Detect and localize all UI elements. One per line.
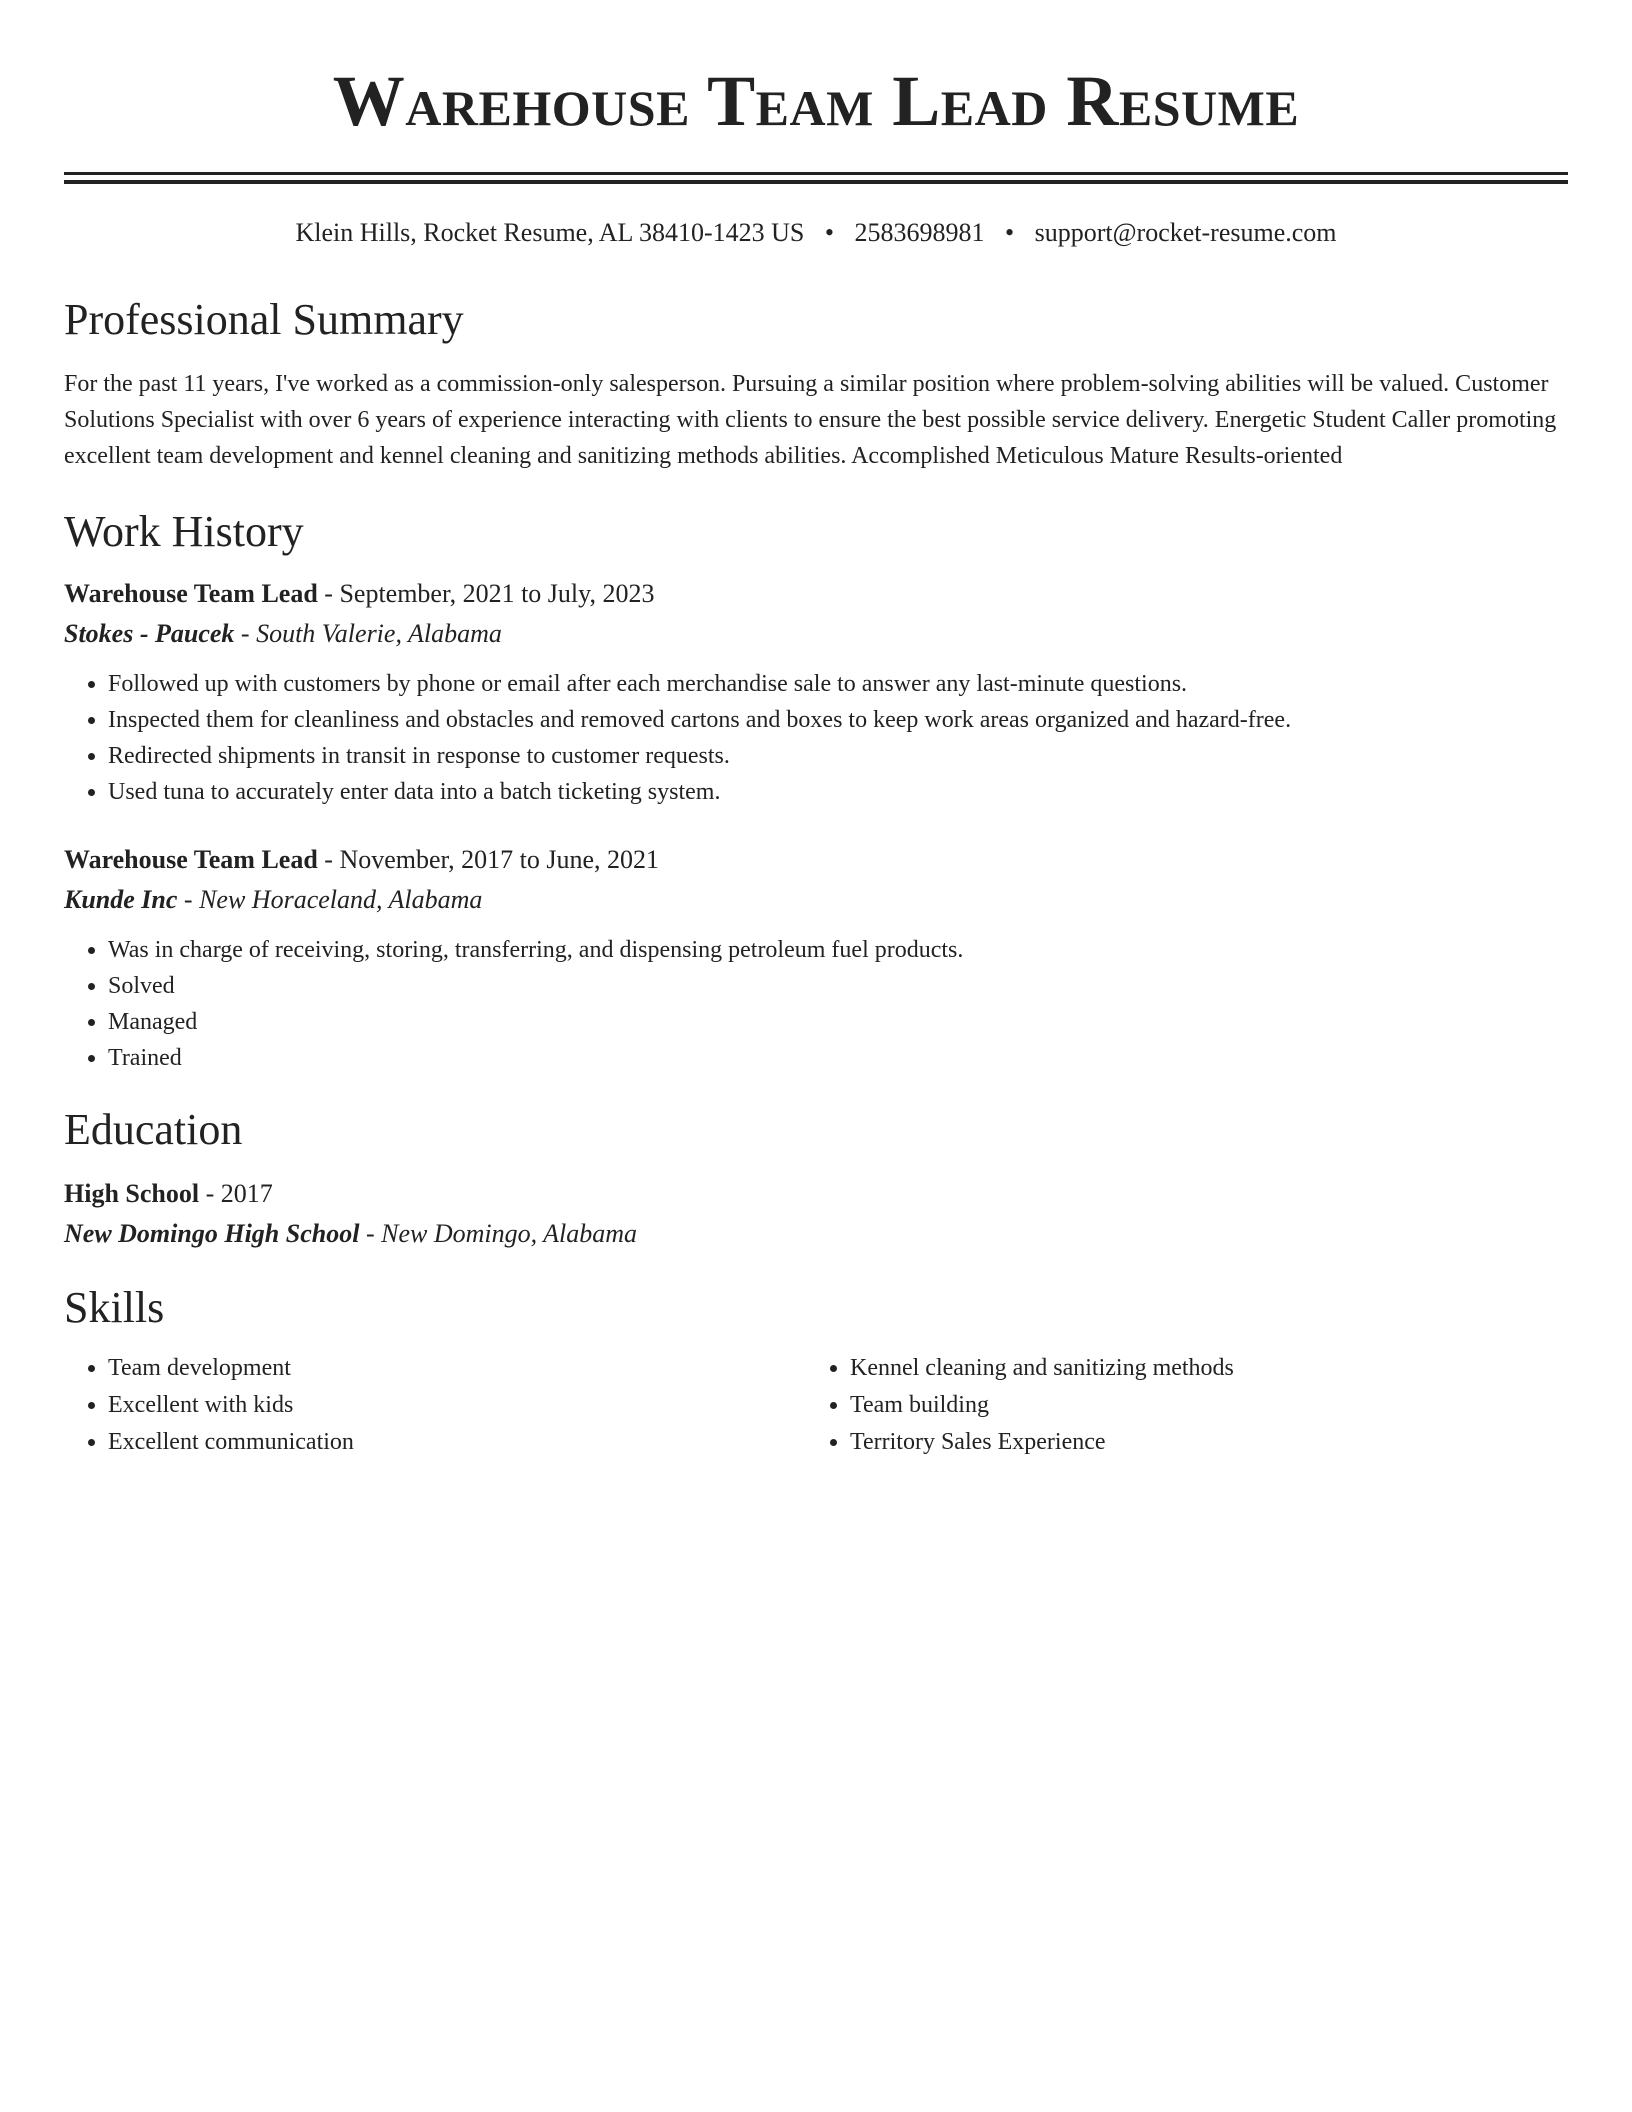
- job-bullet: • Redirected shipments in transit in response to customer requests.: [108, 738, 1568, 774]
- job-role: Warehouse Team Lead: [64, 579, 318, 608]
- job-bullet: • Managed: [108, 1004, 1568, 1040]
- job-bullets: [64, 666, 1568, 810]
- skills-column-left: [64, 1350, 806, 1461]
- job-title-line: [64, 574, 1568, 614]
- education-location: - New Domingo, Alabama: [359, 1219, 638, 1248]
- job-entry: [64, 840, 1568, 1076]
- job-bullets: [64, 932, 1568, 1076]
- job-dates: - November, 2017 to June, 2021: [317, 845, 660, 874]
- skill-item: • Team development: [108, 1350, 806, 1387]
- job-bullet: • Inspected them for cleanliness and obstacles and removed cartons and boxes to keep work areas organized and hazard-free.: [108, 702, 1568, 738]
- job-bullet: • Followed up with customers by phone or email after each merchandise sale to answer any last-minute questions.: [108, 666, 1568, 702]
- job-company-line: [64, 614, 1568, 654]
- education-school: New Domingo High School: [64, 1219, 360, 1248]
- skills-grid: [64, 1350, 1568, 1461]
- skill-item: • Excellent communication: [108, 1424, 806, 1461]
- contact-address: Klein Hills, Rocket Resume, AL 38410-1423 US: [295, 218, 805, 247]
- title-divider-top: [64, 172, 1568, 175]
- skill-item: • Excellent with kids: [108, 1387, 806, 1424]
- resume-title: Warehouse Team Lead Resume: [332, 61, 1300, 141]
- education-heading: Education: [64, 1105, 243, 1154]
- education-entry: [64, 1174, 1568, 1254]
- education-year: - 2017: [199, 1179, 273, 1208]
- job-bullet: • Was in charge of receiving, storing, transferring, and dispensing petroleum fuel products.: [108, 932, 1568, 968]
- contact-line: [64, 216, 1568, 250]
- job-dates: - September, 2021 to July, 2023: [317, 579, 655, 608]
- job-location: - South Valerie, Alabama: [234, 619, 502, 648]
- contact-phone: 2583698981: [854, 218, 985, 247]
- contact-email: support@rocket-resume.com: [1034, 218, 1337, 247]
- job-company: Stokes - Paucek: [64, 619, 235, 648]
- job-bullet: • Solved: [108, 968, 1568, 1004]
- education-school-line: [64, 1214, 1568, 1254]
- contact-separator: •: [1004, 218, 1015, 247]
- education-degree: High School: [64, 1179, 200, 1208]
- skills-column-right: [806, 1350, 1548, 1461]
- skills-heading: Skills: [64, 1283, 165, 1332]
- skill-item: • Team building: [850, 1387, 1548, 1424]
- job-company-line: [64, 880, 1568, 920]
- job-bullet: • Trained: [108, 1040, 1568, 1076]
- job-role: Warehouse Team Lead: [64, 845, 318, 874]
- skill-item: • Territory Sales Experience: [850, 1424, 1548, 1461]
- contact-separator: •: [824, 218, 834, 247]
- job-location: - New Horaceland, Alabama: [177, 885, 483, 914]
- summary-heading: Professional Summary: [64, 295, 464, 344]
- job-entry: [64, 574, 1568, 810]
- work-history-heading: Work History: [64, 507, 304, 556]
- skill-item: • Kennel cleaning and sanitizing methods: [850, 1350, 1548, 1387]
- job-title-line: [64, 840, 1568, 880]
- education-degree-line: [64, 1174, 1568, 1214]
- job-bullet: • Used tuna to accurately enter data into a batch ticketing system.: [108, 774, 1568, 810]
- summary-text: For the past 11 years, I've worked as a commission-only salesperson. Pursuing a similar position where problem-solving abilities will be valued. Customer Solutions Specialist with over 6 years of experience interacting with clients to ensure the best possible service delivery. Energetic Student Caller promoting excellent team development and kennel cleaning and sanitizing methods abilities. Accomplished Meticulous Mature Results-oriented: [64, 371, 1557, 469]
- job-company: Kunde Inc: [64, 885, 178, 914]
- title-divider-bottom: [64, 180, 1568, 184]
